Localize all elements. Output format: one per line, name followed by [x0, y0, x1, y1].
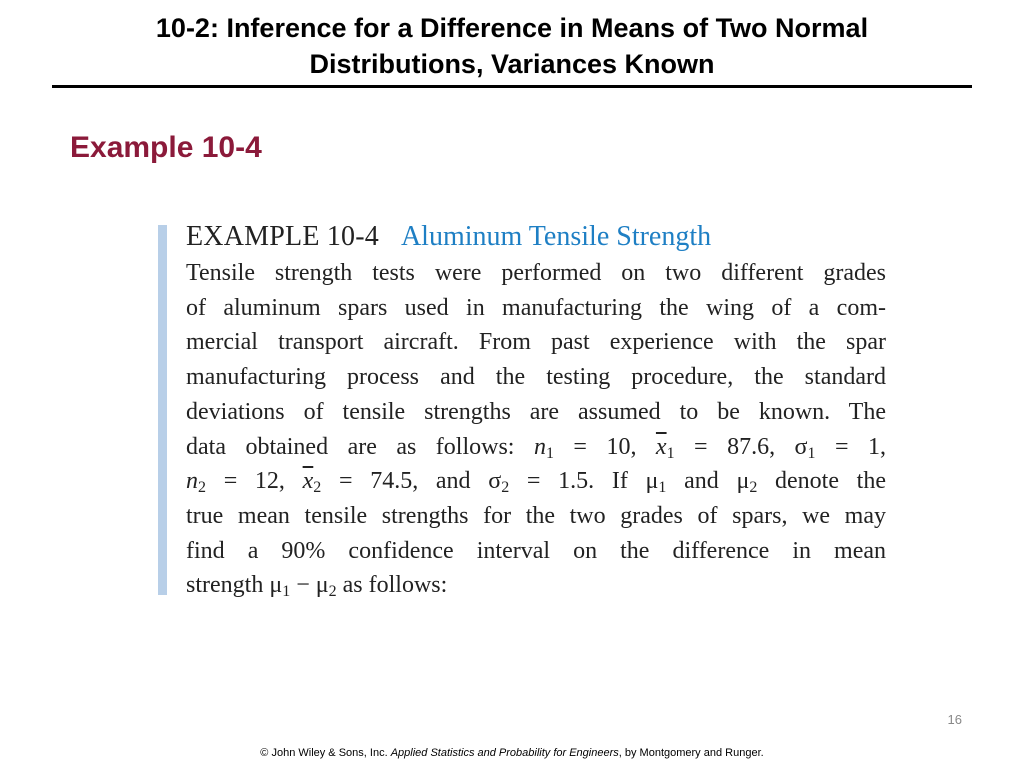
- excerpt-data-line-1: [186, 430, 886, 465]
- subscript: 1: [282, 583, 291, 601]
- title-line-2: Distributions, Variances Known: [309, 49, 715, 79]
- excerpt-header: [186, 218, 886, 256]
- excerpt-line: of aluminum spars used in manufacturing the wing of a com-: [186, 294, 886, 321]
- text-run: = 1.5. If: [509, 468, 646, 495]
- text-run: as follows:: [336, 572, 448, 599]
- title-underline: [52, 85, 972, 88]
- excerpt-line: true mean tensile strengths for the two grades of spars, we may: [186, 502, 886, 529]
- slide-title: [52, 10, 972, 82]
- var-mu: μ: [736, 468, 750, 495]
- subscript: 2: [313, 479, 322, 497]
- var-xbar: $\overline{x}$: [302, 468, 314, 495]
- textbook-excerpt: [186, 218, 886, 603]
- var-xbar: $\overline{x}$: [655, 433, 667, 460]
- excerpt-line: manufacturing process and the testing procedure, the standard: [186, 364, 886, 391]
- footer-authors: , by Montgomery and Runger.: [618, 747, 764, 759]
- var-sigma: σ: [488, 468, 502, 495]
- subscript: 2: [198, 479, 206, 497]
- subscript: 1: [545, 444, 554, 462]
- subscript: 2: [501, 479, 510, 497]
- text-run: = 1,: [815, 433, 886, 460]
- var-mu: μ: [315, 572, 329, 599]
- var-mu: μ: [645, 468, 659, 495]
- text-run: data obtained are as follows:: [186, 433, 534, 460]
- subscript: 1: [658, 479, 667, 497]
- subscript: 2: [749, 479, 758, 497]
- var-n: n: [533, 433, 546, 460]
- subscript: 1: [666, 444, 675, 462]
- excerpt-line: Tensile strength tests were performed on two different grades: [186, 260, 886, 286]
- footer-citation: [0, 747, 1024, 759]
- text-run: = 87.6,: [674, 433, 795, 460]
- text-run: and: [666, 468, 737, 495]
- subscript: 1: [807, 444, 816, 462]
- text-run: = 10,: [553, 433, 656, 460]
- subscript: 2: [328, 583, 337, 601]
- excerpt-subtitle: Aluminum Tensile Strength: [400, 221, 712, 252]
- excerpt-line: mercial transport aircraft. From past experience with the spar: [186, 329, 886, 356]
- var-sigma: σ: [794, 433, 808, 460]
- excerpt-label: EXAMPLE 10-4: [186, 221, 379, 252]
- title-line-1: 10-2: Inference for a Difference in Means of Two Normal: [155, 13, 869, 43]
- var-n: n: [186, 468, 198, 495]
- text-run: = 12,: [206, 468, 303, 495]
- page-number: 16: [947, 712, 962, 727]
- var-mu: μ: [269, 572, 283, 599]
- text-run: denote the: [757, 468, 886, 495]
- excerpt-side-bar: [158, 225, 167, 595]
- text-run: = 74.5, and: [321, 468, 489, 495]
- footer-book-title: Applied Statistics and Probability for Engineers: [390, 747, 619, 759]
- excerpt-line: find a 90% confidence interval on the difference in mean: [186, 537, 886, 564]
- text-run: −: [290, 572, 316, 599]
- excerpt-line: deviations of tensile strengths are assumed to be known. The: [186, 398, 886, 425]
- excerpt-data-line-2: [186, 464, 886, 499]
- text-run: strength: [186, 572, 270, 599]
- example-heading: Example 10-4: [70, 131, 262, 164]
- footer-copyright: © John Wiley & Sons, Inc.: [260, 747, 391, 759]
- excerpt-last-line: [186, 568, 886, 603]
